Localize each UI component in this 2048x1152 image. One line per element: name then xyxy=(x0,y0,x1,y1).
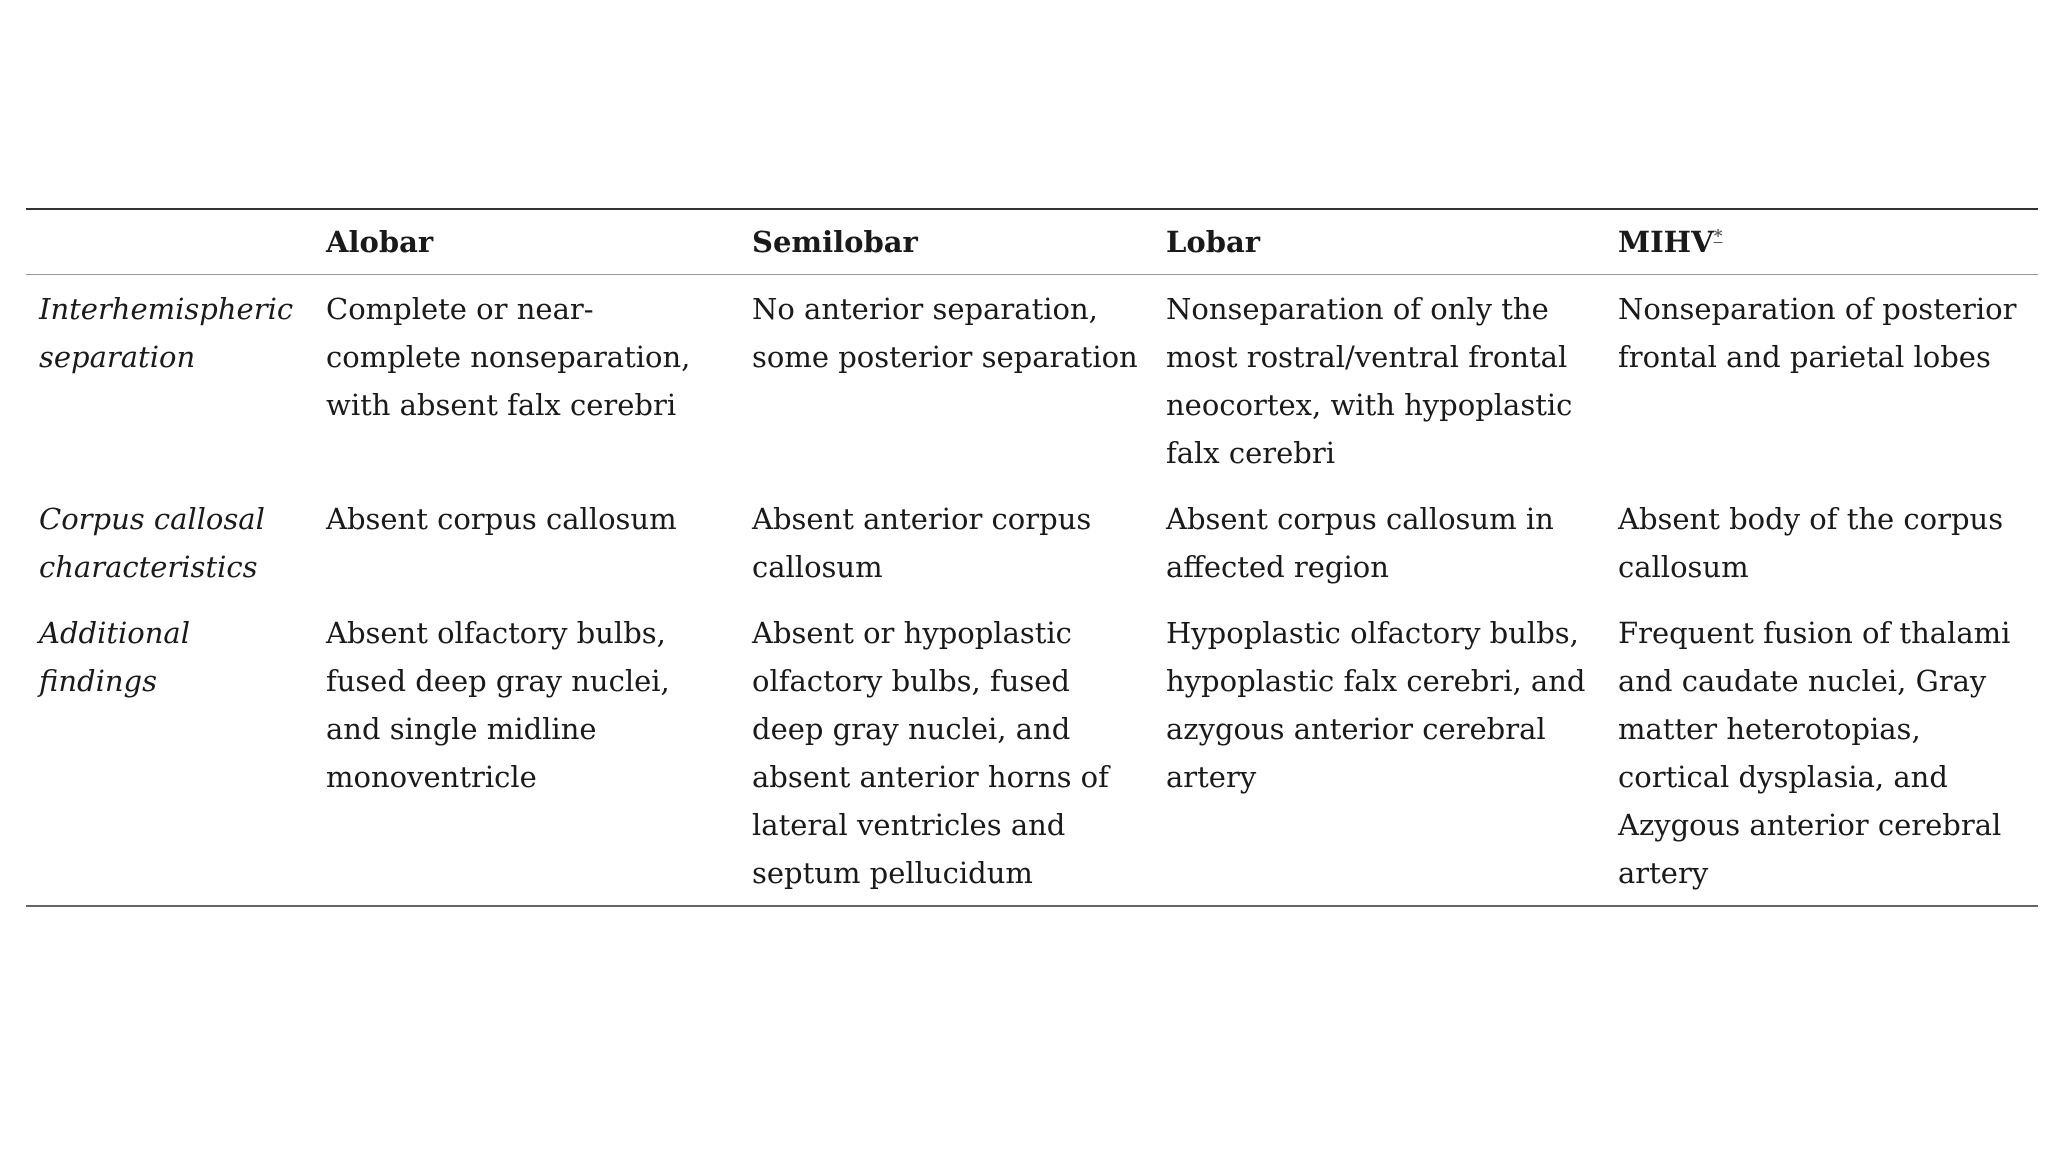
comparison-table-container xyxy=(26,208,2038,907)
table-cell: Frequent fusion of thalami and caudate nuclei, Gray matter heterotopias, cortical dysplasia, and Azygous anterior cerebral artery xyxy=(1618,616,2011,890)
holoprosencephaly-comparison-table xyxy=(26,208,2038,907)
mihv-footnote-link[interactable]: * xyxy=(1713,226,1723,247)
table-row xyxy=(26,599,2038,906)
table-cell: Absent or hypoplastic olfactory bulbs, fused deep gray nuclei, and absent anterior horns of lateral ventricles and septum pellucidum xyxy=(752,616,1109,890)
header-alobar: Alobar xyxy=(314,209,740,275)
table-cell: Complete or near-complete nonseparation, with absent falx cerebri xyxy=(326,292,691,422)
table-row xyxy=(26,485,2038,599)
table-cell: Nonseparation of posterior frontal and parietal lobes xyxy=(1618,292,2017,374)
header-corner-cell xyxy=(26,209,314,275)
table-row xyxy=(26,275,2038,486)
row-label-interhemispheric-separation: Interhemispheric separation xyxy=(39,292,294,374)
table-cell: Absent corpus callosum xyxy=(326,502,677,536)
table-cell: Absent olfactory bulbs, fused deep gray nuclei, and single midline monoventricle xyxy=(326,616,670,794)
header-lobar: Lobar xyxy=(1154,209,1606,275)
table-cell: Absent anterior corpus callosum xyxy=(752,502,1092,584)
header-mihv-cell xyxy=(1606,209,2038,275)
row-label-additional-findings: Additional findings xyxy=(39,616,190,698)
table-cell: Nonseparation of only the most rostral/ventral frontal neocortex, with hypoplastic falx cerebri xyxy=(1166,292,1573,470)
table-header xyxy=(26,209,2038,275)
row-label-corpus-callosal: Corpus callosal characteristics xyxy=(39,502,265,584)
table-cell: Hypoplastic olfactory bulbs, hypoplastic falx cerebri, and azygous anterior cerebral artery xyxy=(1166,616,1586,794)
header-mihv: MIHV xyxy=(1618,225,1714,259)
table-cell: No anterior separation, some posterior separation xyxy=(752,292,1138,374)
table-cell: Absent corpus callosum in affected region xyxy=(1166,502,1554,584)
header-semilobar: Semilobar xyxy=(740,209,1154,275)
table-body xyxy=(26,275,2038,907)
header-row xyxy=(26,209,2038,275)
table-cell: Absent body of the corpus callosum xyxy=(1618,502,2004,584)
